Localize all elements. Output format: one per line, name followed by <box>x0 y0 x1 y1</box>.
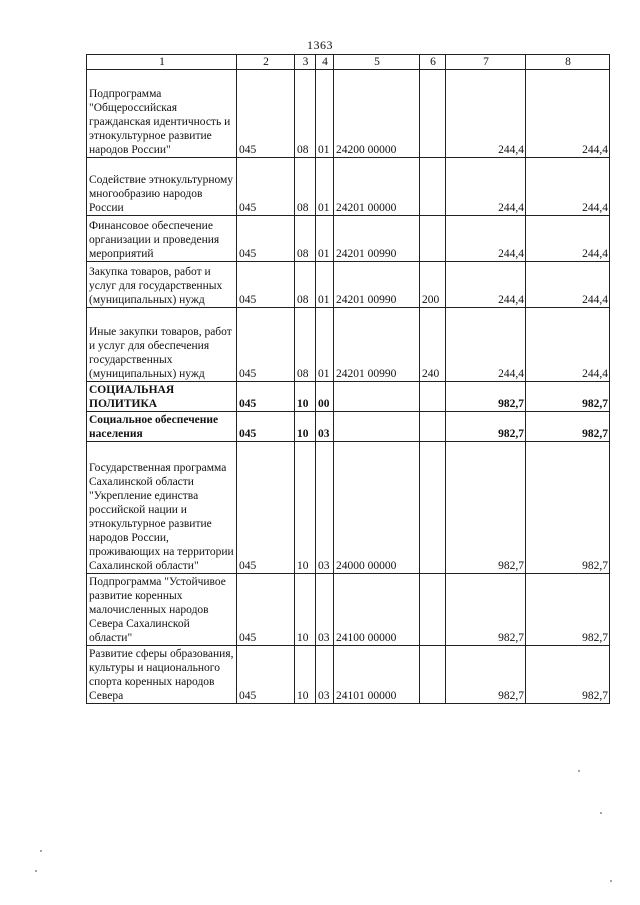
table-body <box>87 70 610 704</box>
section-code-cell: 08 <box>295 216 316 262</box>
amount-col7-cell: 244,4 <box>446 262 526 308</box>
amount-col7-cell: 244,4 <box>446 70 526 158</box>
amount-col7-cell: 244,4 <box>446 308 526 382</box>
header-row <box>87 55 610 70</box>
target-article-cell: 24200 00000 <box>334 70 420 158</box>
table-row <box>87 308 610 382</box>
column-header: 8 <box>526 55 610 70</box>
column-header: 7 <box>446 55 526 70</box>
table-row <box>87 646 610 704</box>
table-row <box>87 70 610 158</box>
ministry-code-cell: 045 <box>237 574 295 646</box>
expense-type-cell: 240 <box>420 308 446 382</box>
ministry-code-cell: 045 <box>237 308 295 382</box>
ministry-code-cell: 045 <box>237 216 295 262</box>
section-code-cell: 08 <box>295 308 316 382</box>
section-code-cell: 10 <box>295 412 316 442</box>
column-header: 6 <box>420 55 446 70</box>
expense-type-cell <box>420 574 446 646</box>
table-row <box>87 158 610 216</box>
subsection-code-cell: 03 <box>316 646 334 704</box>
subsection-code-cell: 03 <box>316 412 334 442</box>
subsection-code-cell: 01 <box>316 158 334 216</box>
expense-type-cell <box>420 70 446 158</box>
column-header: 4 <box>316 55 334 70</box>
row-name-cell: Социальное обеспечение населения <box>87 412 237 442</box>
subsection-code-cell: 03 <box>316 574 334 646</box>
subsection-code-cell: 01 <box>316 216 334 262</box>
table-row <box>87 442 610 574</box>
ministry-code-cell: 045 <box>237 412 295 442</box>
target-article-cell: 24201 00000 <box>334 158 420 216</box>
target-article-cell: 24201 00990 <box>334 308 420 382</box>
ministry-code-cell: 045 <box>237 646 295 704</box>
subsection-code-cell: 03 <box>316 442 334 574</box>
row-name-cell: Финансовое обеспечение организации и проведения мероприятий <box>87 216 237 262</box>
row-name-cell: Содействие этнокультурному многообразию народов России <box>87 158 237 216</box>
expense-type-cell <box>420 412 446 442</box>
subsection-code-cell: 01 <box>316 308 334 382</box>
amount-col7-cell: 244,4 <box>446 216 526 262</box>
amount-col7-cell: 982,7 <box>446 442 526 574</box>
table-row <box>87 412 610 442</box>
ministry-code-cell: 045 <box>237 158 295 216</box>
budget-table <box>86 54 610 704</box>
scan-speck <box>40 850 42 852</box>
amount-col7-cell: 982,7 <box>446 646 526 704</box>
scan-speck <box>600 812 602 814</box>
target-article-cell: 24201 00990 <box>334 216 420 262</box>
expense-type-cell <box>420 646 446 704</box>
amount-col8-cell: 244,4 <box>526 70 610 158</box>
expense-type-cell: 200 <box>420 262 446 308</box>
column-header: 2 <box>237 55 295 70</box>
amount-col8-cell: 244,4 <box>526 158 610 216</box>
ministry-code-cell: 045 <box>237 382 295 412</box>
section-code-cell: 10 <box>295 574 316 646</box>
scan-speck <box>610 880 612 882</box>
row-name-cell: Государственная программа Сахалинской области "Укрепление единства российской нации и этнокультурное развитие народов России, проживающих на территории Сахалинской области" <box>87 442 237 574</box>
subsection-code-cell: 01 <box>316 262 334 308</box>
section-code-cell: 08 <box>295 70 316 158</box>
section-code-cell: 08 <box>295 262 316 308</box>
ministry-code-cell: 045 <box>237 442 295 574</box>
column-header: 1 <box>87 55 237 70</box>
expense-type-cell <box>420 216 446 262</box>
target-article-cell <box>334 382 420 412</box>
table-row <box>87 574 610 646</box>
amount-col8-cell: 244,4 <box>526 216 610 262</box>
column-header: 3 <box>295 55 316 70</box>
row-name-cell: Подпрограмма "Общероссийская гражданская идентичность и этнокультурное развитие народов России" <box>87 70 237 158</box>
amount-col8-cell: 244,4 <box>526 262 610 308</box>
amount-col8-cell: 982,7 <box>526 382 610 412</box>
amount-col8-cell: 244,4 <box>526 308 610 382</box>
ministry-code-cell: 045 <box>237 262 295 308</box>
amount-col7-cell: 982,7 <box>446 574 526 646</box>
table-row <box>87 262 610 308</box>
expense-type-cell <box>420 382 446 412</box>
target-article-cell <box>334 412 420 442</box>
target-article-cell: 24100 00000 <box>334 574 420 646</box>
amount-col7-cell: 982,7 <box>446 382 526 412</box>
amount-col7-cell: 244,4 <box>446 158 526 216</box>
expense-type-cell <box>420 158 446 216</box>
page-number: 1363 <box>307 38 333 52</box>
row-name-cell: Развитие сферы образования, культуры и национального спорта коренных народов Севера <box>87 646 237 704</box>
target-article-cell: 24000 00000 <box>334 442 420 574</box>
target-article-cell: 24101 00000 <box>334 646 420 704</box>
table-row <box>87 382 610 412</box>
expense-type-cell <box>420 442 446 574</box>
amount-col8-cell: 982,7 <box>526 646 610 704</box>
subsection-code-cell: 01 <box>316 70 334 158</box>
scan-speck <box>35 870 37 872</box>
table-row <box>87 216 610 262</box>
subsection-code-cell: 00 <box>316 382 334 412</box>
amount-col8-cell: 982,7 <box>526 442 610 574</box>
section-code-cell: 08 <box>295 158 316 216</box>
amount-col7-cell: 982,7 <box>446 412 526 442</box>
scan-speck <box>578 770 580 772</box>
row-name-cell: СОЦИАЛЬНАЯ ПОЛИТИКА <box>87 382 237 412</box>
column-header: 5 <box>334 55 420 70</box>
section-code-cell: 10 <box>295 442 316 574</box>
section-code-cell: 10 <box>295 646 316 704</box>
target-article-cell: 24201 00990 <box>334 262 420 308</box>
amount-col8-cell: 982,7 <box>526 412 610 442</box>
section-code-cell: 10 <box>295 382 316 412</box>
row-name-cell: Подпрограмма "Устойчивое развитие коренных малочисленных народов Севера Сахалинской области" <box>87 574 237 646</box>
ministry-code-cell: 045 <box>237 70 295 158</box>
row-name-cell: Закупка товаров, работ и услуг для государственных (муниципальных) нужд <box>87 262 237 308</box>
amount-col8-cell: 982,7 <box>526 574 610 646</box>
row-name-cell: Иные закупки товаров, работ и услуг для обеспечения государственных (муниципальных) нужд <box>87 308 237 382</box>
